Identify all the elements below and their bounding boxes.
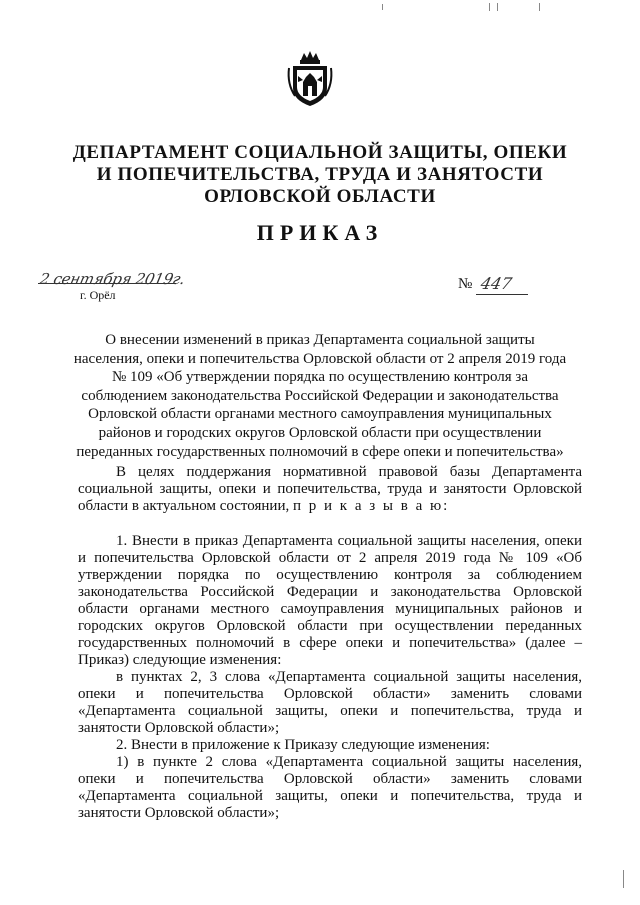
number-label: № <box>458 276 473 292</box>
preamble-paragraph <box>78 464 582 515</box>
document-type-title: ПРИКАЗ <box>256 220 384 245</box>
scan-mark <box>623 870 624 888</box>
item-2-subparagraph-1: 1) в пункте 2 слова «Департамента социальной защиты населения, опеки и попечительства Орловской области» заменить словами «Департамента социальной защиты, опеки и попечительства, труда и занятости Орловской области»; <box>78 754 582 821</box>
city-label: г. Орёл <box>80 288 116 302</box>
scan-mark <box>539 3 540 11</box>
subject-line: Орловской области органами местного самоуправления муниципальных <box>88 406 552 423</box>
department-heading <box>60 142 580 208</box>
subject-line: населения, опеки и попечительства Орловской области от 2 апреля 2019 года <box>73 350 567 367</box>
scan-mark <box>497 3 498 11</box>
scan-mark <box>489 3 490 11</box>
item-1-subparagraph: в пунктах 2, 3 слова «Департамента социальной защиты населения, опеки и попечительства Орловской области» заменить словами «Департамента социальной защиты, опеки и попечительства, труда и занятости Орловской области»; <box>78 669 582 736</box>
scan-mark <box>382 4 383 10</box>
date-underline <box>38 283 176 284</box>
handwritten-date: 2 сентября 2019г. <box>38 270 187 288</box>
department-line-2: И ПОПЕЧИТЕЛЬСТВА, ТРУДА И ЗАНЯТОСТИ <box>96 164 544 185</box>
subject-line: районов и городских округов Орловской области при осуществлении <box>98 424 542 441</box>
department-line-3: ОРЛОВСКОЙ ОБЛАСТИ <box>204 186 436 207</box>
order-body <box>78 464 582 822</box>
preamble-text: В целях поддержания нормативной правовой базы Департамента социальной защиты, опеки и попечительства, труда и занятости Орловской области в актуальном состоянии, <box>78 464 582 514</box>
item-2-paragraph: 2. Внести в приложение к Приказу следующие изменения: <box>116 737 490 753</box>
order-subject <box>70 331 570 461</box>
subject-line: переданных государственных полномочий в сфере опеки и попечительства» <box>76 443 564 460</box>
handwritten-number: 447 <box>478 274 514 293</box>
number-underline <box>476 294 528 295</box>
command-word: п р и к а з ы в а ю: <box>292 498 450 514</box>
subject-line: соблюдением законодательства Российской Федерации и законодательства <box>81 387 559 404</box>
item-1-paragraph: 1. Внести в приказ Департамента социальной защиты населения, опеки и попечительства Орловской области от 2 апреля 2019 года № 109 «Об утверждении порядка по осуществлению контроля за соблюдением законодательства Российской Федерации и законодательства Орловской области органами местного самоуправления муниципальных районов и городских округов Орловской области при осуществлении переданных государственных полномочий в сфере опеки и попечительства» (далее – Приказ) следующие изменения: <box>78 533 582 668</box>
subject-line: О внесении изменений в приказ Департамента социальной защиты <box>105 332 535 348</box>
department-line-1: ДЕПАРТАМЕНТ СОЦИАЛЬНОЙ ЗАЩИТЫ, ОПЕКИ <box>72 142 568 163</box>
coat-of-arms-icon <box>285 50 335 108</box>
subject-line: № 109 «Об утверждении порядка по осуществлению контроля за <box>111 369 528 386</box>
